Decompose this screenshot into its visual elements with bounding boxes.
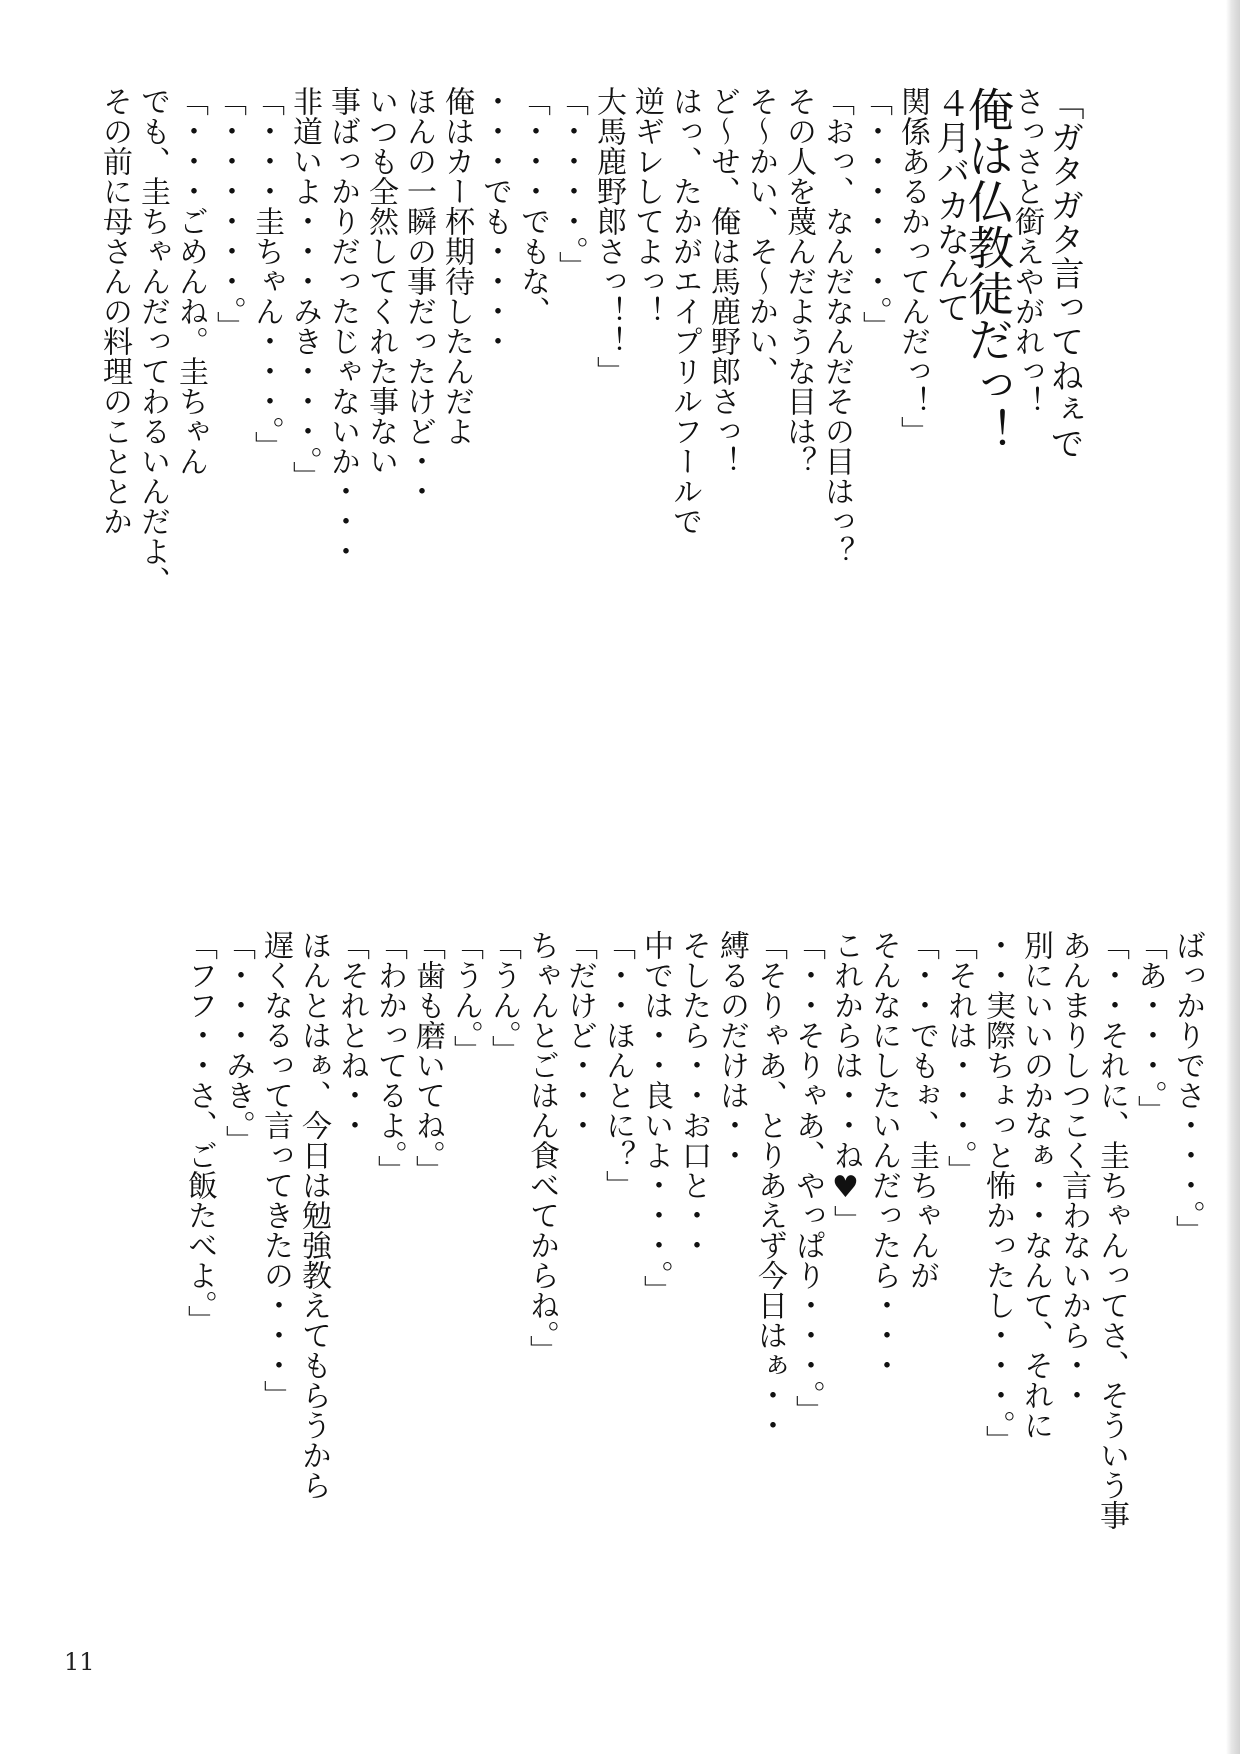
dialogue-line: 「だけど・・・ — [562, 930, 597, 1140]
dialogue-line: ほんの一瞬の事だったけど・・ — [401, 86, 436, 506]
dialogue-line: 「・・それに、圭ちゃんってさ、そういう事 — [1094, 930, 1129, 1530]
dialogue-block-bottom — [180, 930, 1206, 1570]
dialogue-line: 「うん。」 — [448, 930, 483, 1065]
dialogue-line: さっさと銜えやがれっ！ — [1009, 86, 1044, 416]
dialogue-line: 「おっ、なんだなんだその目はっ？ — [819, 86, 854, 566]
dialogue-line: ・・・でも・・・・ — [477, 86, 512, 356]
dialogue-line: ばっかりでさ・・・。」 — [1170, 930, 1205, 1245]
dialogue-line: その人を蔑んだような目は？ — [781, 86, 816, 476]
dialogue-line: 関係あるかってんだっ！」 — [895, 86, 930, 446]
dialogue-line: 非道いよ・・・みき・・・。」 — [287, 86, 322, 491]
dialogue-line: 中では・・良いよ・・・。」 — [638, 930, 673, 1305]
dialogue-line: 「フフ・・さ、ご飯たべよ。」 — [182, 930, 217, 1335]
dialogue-line: ４月バカなんて — [930, 86, 970, 324]
dialogue-line: 「・・・ごめんね。圭ちゃん — [173, 86, 208, 476]
dialogue-line: ・・実際ちょっと怖かったし・・・。」 — [980, 930, 1015, 1455]
dialogue-line: これからは・・ね♥」 — [828, 930, 863, 1235]
dialogue-line: 大馬鹿野郎さっ！！」 — [591, 86, 626, 386]
page-number: 11 — [64, 1648, 95, 1676]
dialogue-line: いつも全然してくれた事ない — [363, 86, 398, 476]
dialogue-line: 「・・・・・・。」 — [857, 86, 892, 341]
dialogue-line: ちゃんとごはん食べてからね。」 — [524, 930, 559, 1365]
dialogue-line: 「わかってるよ。」 — [372, 930, 407, 1185]
dialogue-line: 別にいいのかなぁ・・なんて、それに — [1018, 930, 1053, 1440]
dialogue-line: 縛るのだけは・・ — [714, 930, 749, 1170]
dialogue-line: 「歯も磨いてね。」 — [410, 930, 445, 1185]
dialogue-line: 「・・ほんとに？」 — [600, 930, 635, 1200]
dialogue-block-top — [95, 86, 1083, 726]
dialogue-line: そしたら・・お口と・・ — [676, 930, 711, 1260]
page-edge-shadow — [1226, 0, 1240, 1754]
dialogue-line: 「・・・圭ちゃん・・・。」 — [249, 86, 284, 461]
dialogue-line: 「・・・みき。」 — [220, 930, 255, 1155]
dialogue-line: ほんとはぁ、今日は勉強教えてもらうから — [296, 930, 331, 1500]
dialogue-line: 「・・・でもな、 — [515, 86, 550, 326]
dialogue-line: 事ばっかりだったじゃないか・・・ — [325, 86, 360, 566]
dialogue-line: そんなにしたいんだったら・・・ — [866, 930, 901, 1380]
dialogue-line: 「ガタガタ言ってねぇで — [1044, 86, 1084, 460]
dialogue-line: はっ、たかがエイプリルフールで — [667, 86, 702, 536]
dialogue-line: 「・・・・・・。」 — [211, 86, 246, 341]
dialogue-line: 「・・そりゃあ、やっぱり・・・。」 — [790, 930, 825, 1425]
dialogue-line: 「うん。」 — [486, 930, 521, 1065]
dialogue-line: 遅くなるって言ってきたの・・・」 — [258, 930, 293, 1410]
dialogue-line: 「あ・・・。」 — [1132, 930, 1167, 1125]
dialogue-line: ど～せ、俺は馬鹿野郎さっ！ — [705, 86, 740, 476]
dialogue-line: 「・・・・。」 — [553, 86, 588, 281]
dialogue-line: 「・・でもぉ、圭ちゃんが — [904, 930, 939, 1290]
dialogue-line: 俺は仏教徒だっ！ — [961, 86, 1015, 454]
dialogue-line: その前に母さんの料理のこととか — [97, 86, 132, 536]
dialogue-line: 「それとね・・ — [334, 930, 369, 1140]
dialogue-line: そ～かい、そ～かい、 — [743, 86, 778, 386]
dialogue-line: 「それは・・・。」 — [942, 930, 977, 1185]
dialogue-line: 俺はカー杯期待したんだよ — [439, 86, 474, 446]
dialogue-line: あんまりしつこく言わないから・・ — [1056, 930, 1091, 1410]
dialogue-line: 「そりゃあ、とりあえず今日はぁ・・ — [752, 930, 787, 1440]
dialogue-line: 逆ギレしてよっ！ — [629, 86, 664, 326]
dialogue-line: でも、圭ちゃんだってわるいんだよ、 — [135, 86, 170, 596]
